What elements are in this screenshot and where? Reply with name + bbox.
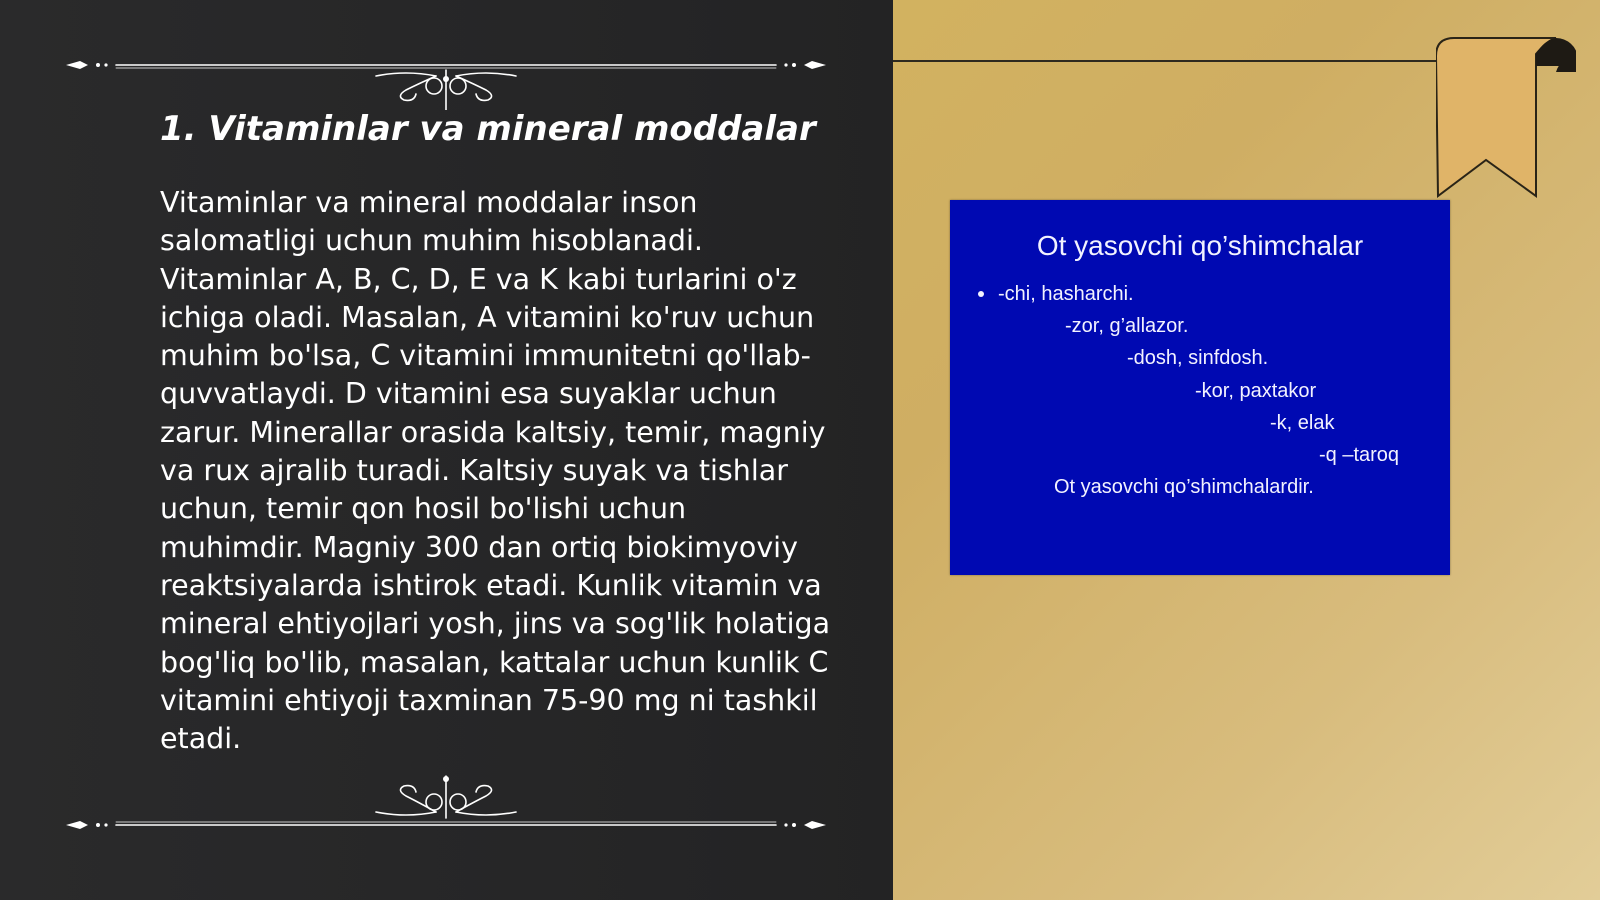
embedded-slide-image (950, 200, 1450, 575)
embedded-line: -kor, paxtakor (1195, 380, 1317, 402)
embedded-slide-title: Ot yasovchi qo’shimchalar (1036, 230, 1364, 261)
slide-body-text: Vitaminlar va mineral moddalar inson salomatligi uchun muhim hisoblanadi. Vitaminlar A, B, C, D, E va K kabi turlarini o'z ichiga oladi. Masalan, A vitamini ko'ruv uchun muhim bo'lsa, C vitamini immunitetni qo'llab-quvvatlaydi. D vitamini esa suyaklar uchun zarur. Minerallar orasida kaltsiy, temir, magniy va rux ajralib turadi. Kaltsiy suyak va tishlar uchun, temir qon hosil bo'lishi uchun muhimdir. Magniy 300 dan ortiq biokimyoviy reaktsiyalarda ishtirok etadi. Kunlik vitamin va mineral ehtiyojlari yosh, jins va sog'lik holatiga bog'liq bo'lib, masalan, kattalar uchun kunlik C vitamini ehtiyoji taxminan 75-90 mg ni tashkil etadi. (160, 186, 831, 756)
embedded-line: -zor, g’allazor. (1065, 315, 1189, 337)
top-ornament (66, 50, 826, 110)
bullet-dot-icon (978, 291, 984, 297)
embedded-line: Ot yasovchi qo’shimchalardir. (1054, 476, 1314, 498)
bookmark-ribbon-icon (1436, 36, 1576, 206)
divider-line (893, 60, 1438, 62)
embedded-line: -k, elak (1270, 412, 1335, 434)
embedded-line: -dosh, sinfdosh. (1127, 347, 1269, 369)
slide-title: 1. Vitaminlar va mineral moddalar (160, 109, 816, 149)
embedded-line: -q –taroq (1319, 444, 1400, 466)
embedded-line: -chi, hasharchi. (998, 283, 1134, 305)
bottom-ornament (66, 772, 826, 832)
